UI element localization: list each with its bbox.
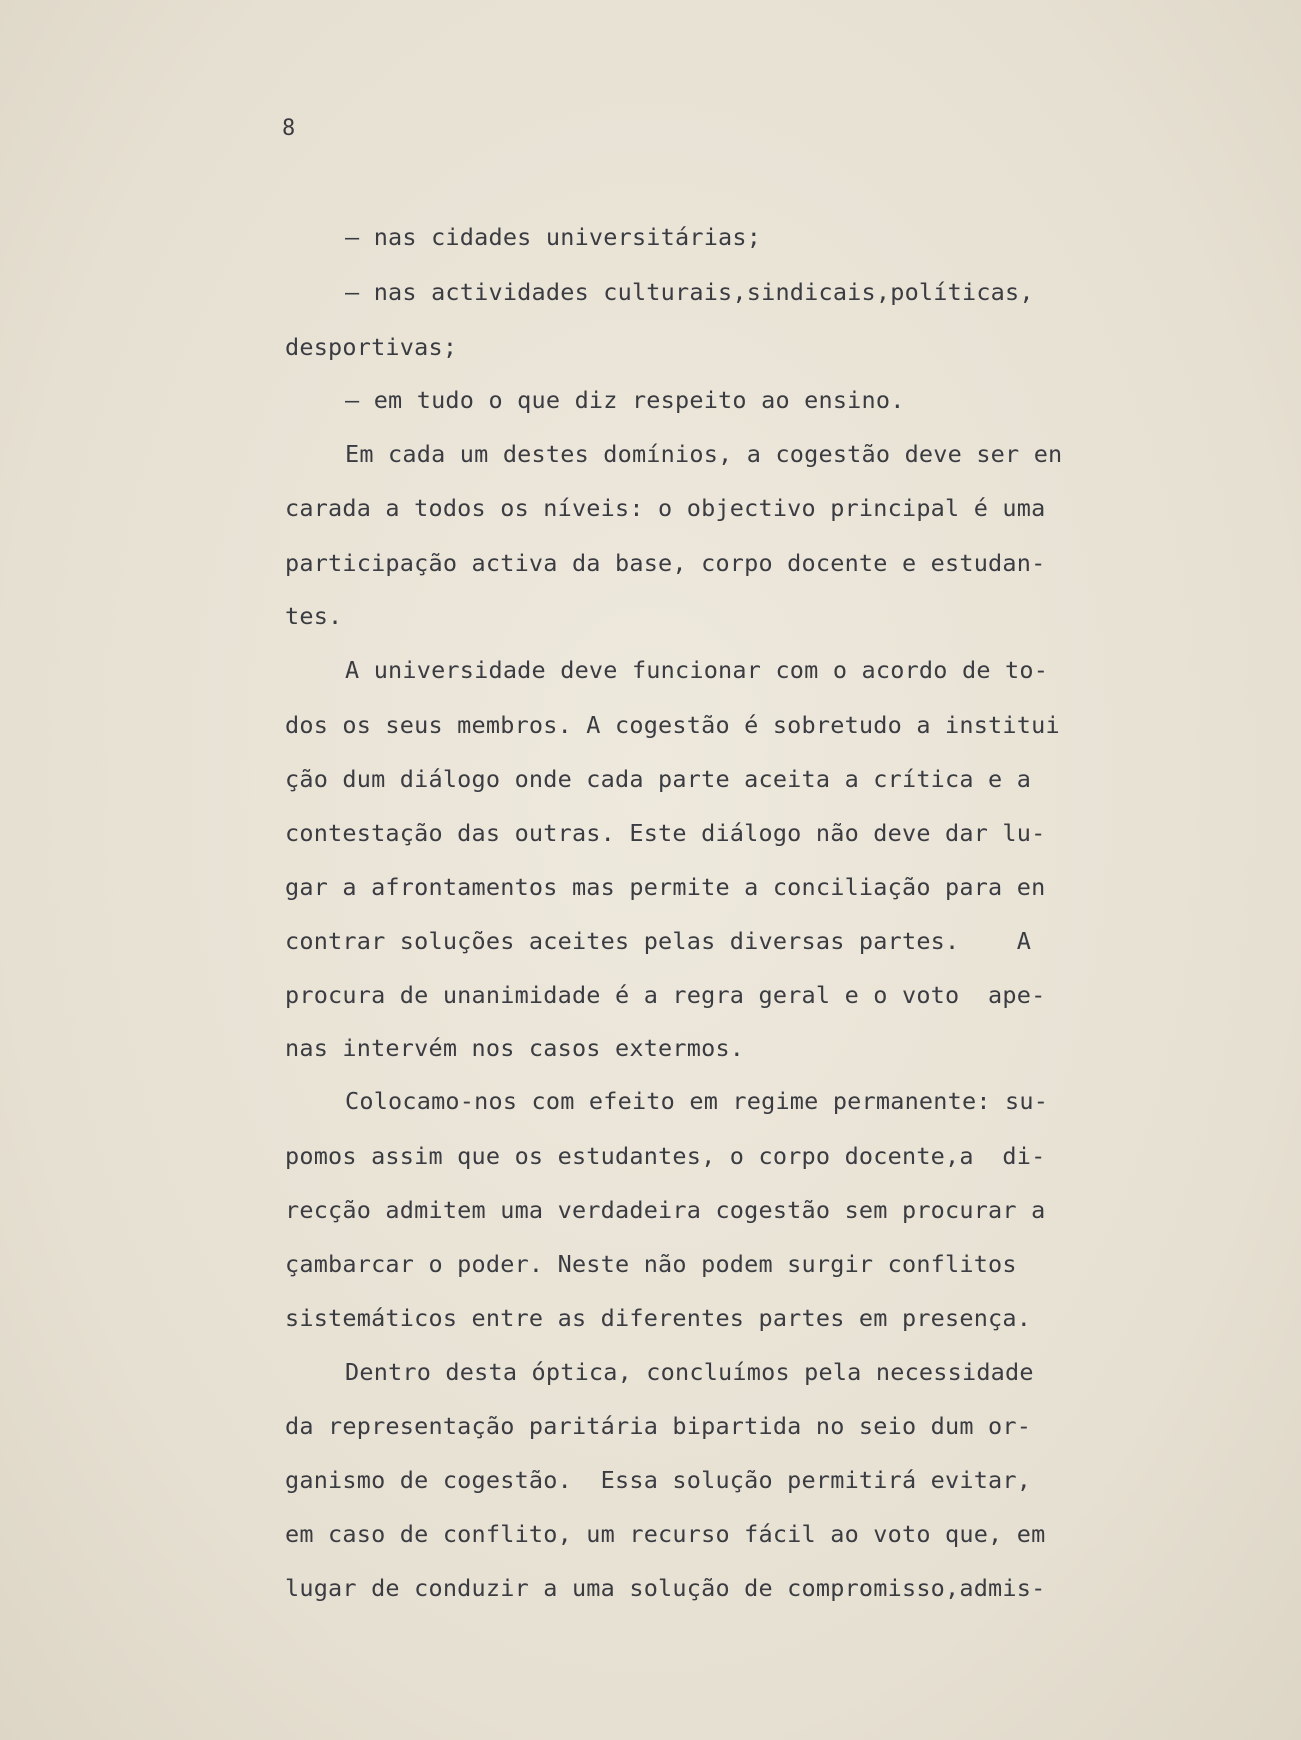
text-line: Em cada um destes domínios, a cogestão deve ser en xyxy=(345,440,1063,468)
text-line: ganismo de cogestão. Essa solução permitirá evitar, xyxy=(285,1466,1032,1494)
text-line: gar a afrontamentos mas permite a conciliação para en xyxy=(285,873,1046,901)
text-line: da representação paritária bipartida no seio dum or- xyxy=(285,1412,1032,1440)
text-line: em caso de conflito, um recurso fácil ao voto que, em xyxy=(285,1520,1046,1548)
text-line: lugar de conduzir a uma solução de compromisso,admis- xyxy=(285,1574,1046,1602)
text-line: — nas cidades universitárias; xyxy=(345,223,762,251)
text-line: recção admitem uma verdadeira cogestão sem procurar a xyxy=(285,1196,1046,1224)
text-line: dos os seus membros. A cogestão é sobretudo a institui xyxy=(285,711,1060,739)
text-line: contestação das outras. Este diálogo não deve dar lu- xyxy=(285,819,1046,847)
text-line: — em tudo o que diz respeito ao ensino. xyxy=(345,386,905,414)
text-line: Dentro desta óptica, concluímos pela necessidade xyxy=(345,1358,1034,1386)
text-line: contrar soluções aceites pelas diversas partes. A xyxy=(285,927,1032,955)
text-line: — nas actividades culturais,sindicais,políticas, xyxy=(345,278,1034,306)
text-line: desportivas; xyxy=(285,333,458,361)
page-number: 8 xyxy=(282,116,296,141)
text-line: pomos assim que os estudantes, o corpo docente,a di- xyxy=(285,1142,1046,1170)
text-line: Colocamo-nos com efeito em regime permanente: su- xyxy=(345,1087,1049,1115)
text-line: sistemáticos entre as diferentes partes em presença. xyxy=(285,1304,1032,1332)
text-line: A universidade deve funcionar com o acordo de to- xyxy=(345,656,1049,684)
text-line: carada a todos os níveis: o objectivo principal é uma xyxy=(285,494,1046,522)
text-line: tes. xyxy=(285,602,343,630)
text-line: nas intervém nos casos extermos. xyxy=(285,1034,745,1062)
text-line: procura de unanimidade é a regra geral e o voto ape- xyxy=(285,981,1046,1009)
text-line: participação activa da base, corpo docente e estudan- xyxy=(285,549,1046,577)
text-line: ção dum diálogo onde cada parte aceita a crítica e a xyxy=(285,765,1032,793)
text-line: çambarcar o poder. Neste não podem surgir conflitos xyxy=(285,1250,1017,1278)
